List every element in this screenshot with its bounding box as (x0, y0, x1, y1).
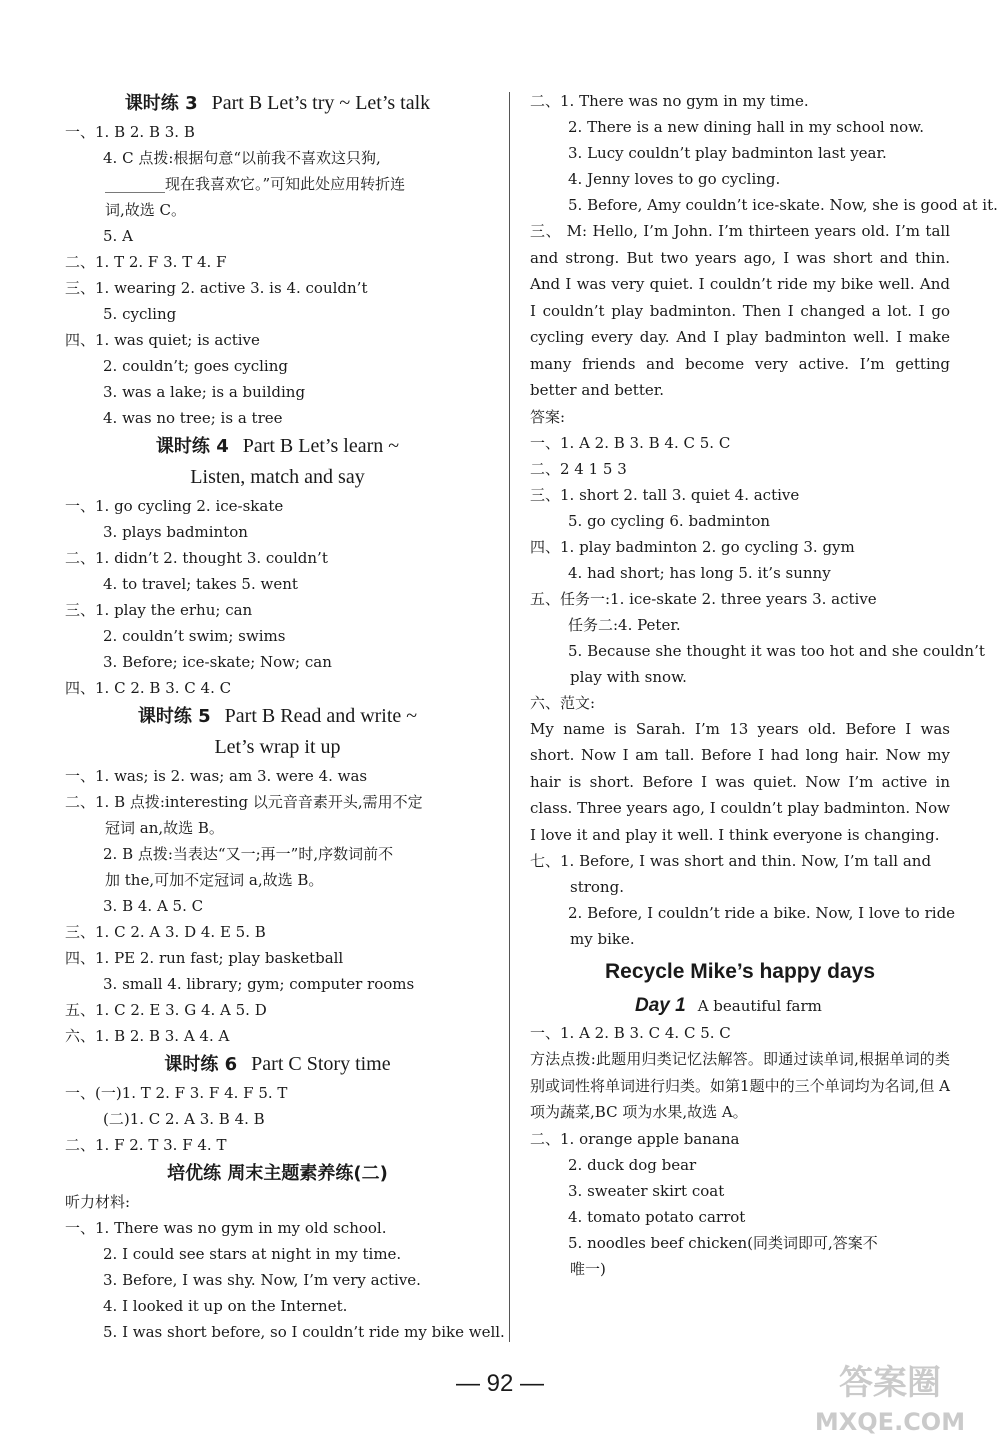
answer-line: 4. I looked it up on the Internet. (103, 1297, 348, 1315)
heading-title: Part B Let’s learn ~ (242, 435, 400, 457)
right-column (530, 88, 998, 1282)
day-heading (530, 992, 950, 1020)
section-heading (65, 1049, 490, 1080)
answer-line: 三、1. C 2. A 3. D 4. E 5. B (65, 923, 266, 941)
answer-line: 四、1. play badminton 2. go cycling 3. gym (530, 537, 855, 556)
section-heading (65, 701, 490, 732)
answer-line: 二、1. F 2. T 3. F 4. T (65, 1136, 227, 1154)
day-label: Day 1 (635, 995, 686, 1016)
paragraph: 三、 M: Hello, I’m John. I’m thirteen years old. I’m tall and strong. But two years ago, I was short and thin. And I was very quiet. I couldn’t ride my bike well. And I couldn’t play badminton. Then I changed a lot. I go cycling every day. And I play badminton well. I make many friends and become very active. I’m getting better and better. (530, 222, 950, 399)
answer-line: 六、范文: (530, 693, 596, 712)
recycle-heading: Recycle Mike’s happy days (604, 960, 876, 983)
day-title: A beautiful farm (697, 997, 822, 1015)
answer-line: 2. B 点拨:当表达“又一;再一”时,序数词前不 (103, 845, 394, 863)
paragraph: 方法点拨:此题用归类记忆法解答。即通过读单词,根据单词的类别或词性将单词进行归类。如第1题中的三个单词均为名词,但 A 项为蔬菜,BC 项为水果,故选 A。 (530, 1050, 950, 1121)
answer-line: strong. (570, 878, 624, 896)
heading-label: 课时练 3 (124, 93, 198, 114)
answer-line: 二、1. T 2. F 3. T 4. F (65, 253, 227, 271)
section-heading (65, 1158, 490, 1189)
section-heading (65, 88, 490, 119)
answer-line: 2. I could see stars at night in my time. (103, 1245, 402, 1263)
answer-line: 一、(一)1. T 2. F 3. F 4. F 5. T (65, 1084, 288, 1102)
answer-line: 3. sweater skirt coat (568, 1181, 725, 1200)
answer-line: 5. go cycling 6. badminton (568, 511, 771, 530)
answer-line: 5. Before, Amy couldn’t ice-skate. Now, she is good at it. (568, 196, 998, 214)
answer-line: 一、1. B 2. B 3. B (65, 123, 195, 141)
left-column (65, 88, 505, 1345)
answer-line: 3. small 4. library; gym; computer rooms (103, 975, 415, 993)
answer-line: 5. cycling (103, 305, 177, 323)
answer-line: 4. was no tree; is a tree (103, 409, 283, 427)
heading-title: Part B Let’s try ~ Let’s talk (211, 92, 431, 114)
column-divider (509, 92, 510, 1342)
answer-line: 5. I was short before, so I couldn’t ride my bike well. (103, 1323, 505, 1341)
watermark-title: 答案圈 (839, 1363, 941, 1403)
answer-line: 二、1. B 点拨:interesting 以元音音素开头,需用不定 (65, 793, 423, 811)
heading-label: 课时练 5 (137, 706, 211, 727)
answer-line: 四、1. was quiet; is active (65, 331, 260, 349)
page-number: — 92 — (455, 1370, 545, 1397)
section-heading (65, 732, 490, 763)
answer-line: 3. Before; ice-skate; Now; can (103, 653, 332, 671)
answer-line: 4. C 点拨:根据句意“以前我不喜欢这只狗, (103, 149, 381, 167)
answer-line: 冠词 an,故选 B。 (105, 819, 224, 837)
answer-line: 词,故选 C。 (105, 201, 187, 219)
answer-line: 二、1. didn’t 2. thought 3. couldn’t (65, 549, 328, 567)
answer-line: play with snow. (570, 667, 687, 686)
answer-line: 3. B 4. A 5. C (103, 897, 204, 915)
answer-line: 5. A (103, 227, 133, 245)
answer-line: 3. was a lake; is a building (103, 383, 306, 401)
answer-line: 2. duck dog bear (568, 1155, 697, 1174)
answer-line: 三、1. play the erhu; can (65, 601, 253, 619)
answer-line: (二)1. C 2. A 3. B 4. B (103, 1110, 265, 1128)
answer-line: 三、1. short 2. tall 3. quiet 4. active (530, 485, 800, 504)
section-heading (65, 431, 490, 462)
paragraph: My name is Sarah. I’m 13 years old. Before I was short. Now I am tall. Before I had long hair. Now my hair is short. Before I was quiet. Now I’m active in class. Three years ago, I couldn’t play badminton. Now I love it and play it well. I think everyone is changing. (530, 719, 950, 844)
heading-label: 培优练 周末主题素养练(二) (167, 1163, 388, 1184)
answer-line: 二、1. There was no gym in my time. (530, 92, 809, 110)
answer-line: 加 the,可加不定冠词 a,故选 B。 (105, 871, 324, 889)
answer-line: 五、任务一:1. ice-skate 2. three years 3. active (530, 589, 877, 608)
answer-line: 2. There is a new dining hall in my school now. (568, 118, 925, 136)
section-heading (65, 462, 490, 493)
heading-title: Let’s wrap it up (214, 736, 341, 758)
answer-line: 唯一) (570, 1259, 606, 1278)
answer-line: ________现在我喜欢它。”可知此处应用转折连 (105, 175, 406, 193)
heading-title: Part B Read and write ~ (224, 705, 418, 727)
heading-title: Listen, match and say (190, 466, 365, 488)
answer-line: 一、1. A 2. B 3. B 4. C 5. C (530, 433, 731, 452)
answer-line: 2. couldn’t swim; swims (103, 627, 286, 645)
heading-title: Part C Story time (251, 1053, 391, 1075)
answer-line: 一、1. A 2. B 3. C 4. C 5. C (530, 1024, 731, 1042)
answer-line: 4. had short; has long 5. it’s sunny (568, 563, 831, 582)
answer-line: 七、1. Before, I was short and thin. Now, I’m tall and (530, 852, 932, 870)
answer-line: 一、1. was; is 2. was; am 3. were 4. was (65, 767, 368, 785)
answer-line: 2. couldn’t; goes cycling (103, 357, 288, 375)
answer-line: 一、1. There was no gym in my old school. (65, 1219, 387, 1237)
answer-line: 听力材料: (65, 1193, 131, 1211)
answer-line: my bike. (570, 930, 635, 948)
answer-line: 二、1. orange apple banana (530, 1129, 740, 1148)
watermark-logo (800, 1356, 980, 1441)
answer-line: 四、1. C 2. B 3. C 4. C (65, 679, 232, 697)
heading-label: 课时练 6 (164, 1054, 238, 1075)
answer-line: 3. plays badminton (103, 523, 248, 541)
answer-line: 4. tomato potato carrot (568, 1207, 746, 1226)
answer-line: 4. to travel; takes 5. went (103, 575, 298, 593)
answer-line: 4. Jenny loves to go cycling. (568, 170, 781, 188)
answer-line: 一、1. go cycling 2. ice-skate (65, 497, 284, 515)
answer-line: 答案: (530, 407, 566, 426)
answer-line: 三、1. wearing 2. active 3. is 4. couldn’t (65, 279, 368, 297)
answer-line: 3. Before, I was shy. Now, I’m very active. (103, 1271, 421, 1289)
answer-line: 六、1. B 2. B 3. A 4. A (65, 1027, 230, 1045)
answer-line: 五、1. C 2. E 3. G 4. A 5. D (65, 1001, 267, 1019)
answer-line: 2. Before, I couldn’t ride a bike. Now, I love to ride (568, 904, 956, 922)
answer-line: 5. noodles beef chicken(同类词即可,答案不 (568, 1233, 878, 1252)
watermark-url: MXQE.COM (814, 1408, 966, 1436)
answer-line: 任务二:4. Peter. (568, 615, 681, 634)
answer-line: 3. Lucy couldn’t play badminton last year. (568, 144, 887, 162)
heading-label: 课时练 4 (155, 436, 229, 457)
answer-line: 二、2 4 1 5 3 (530, 459, 627, 478)
answer-line: 5. Because she thought it was too hot and she couldn’t (568, 641, 985, 660)
answer-line: 四、1. PE 2. run fast; play basketball (65, 949, 344, 967)
